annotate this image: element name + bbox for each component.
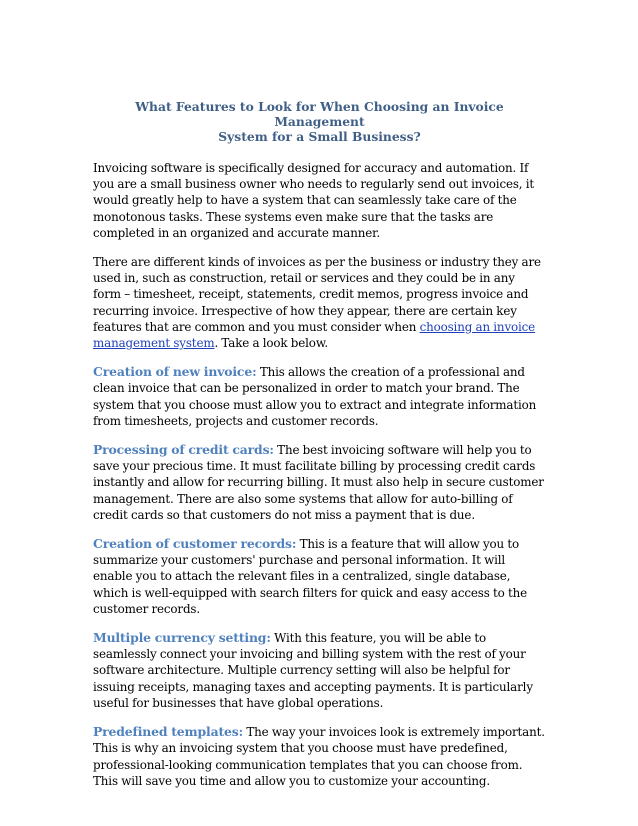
feature-paragraph [93, 630, 546, 711]
invoice-system-link[interactable]: choosing an invoice management system [93, 319, 536, 351]
feature-paragraph [93, 364, 546, 429]
feature-paragraph [93, 724, 546, 789]
types-paragraph-tail: . Take a look below. [214, 336, 329, 351]
title-line-1: What Features to Look for When Choosing an Invoice Management [135, 99, 504, 129]
feature-text: The best invoicing software will help you to save your precious time. It must facilitate billing by processing credit cards instantly and allow for recurring billing. It must also help in secure customer management. There are also some systems that allow for auto-billing of credit cards so that customers do not miss a payment that is due. [93, 443, 544, 522]
feature-text: This is a feature that will allow you to summarize your customers' purchase and personal information. It will enable you to attach the relevant files in a centralized, single database, which is well-equipped with search filters for quick and easy access to the customer records. [93, 537, 527, 616]
feature-paragraph [93, 536, 546, 617]
feature-text: The way your invoices look is extremely important. This is why an invoicing system that you choose must have predefined, professional-looking communication templates that you can choose from. This will save you time and allow you to customize your accounting. [93, 725, 545, 788]
feature-heading: Processing of credit cards: [93, 442, 274, 458]
types-paragraph-text: There are different kinds of invoices as per the business or industry they are used in, such as construction, retail or services and they could be in any form – timesheet, receipt, statements, credit memos, progress invoice and recurring invoice. Irrespective of how they appear, there are certain key features that are common and you must consider when [93, 255, 541, 334]
feature-text: This allows the creation of a professional and clean invoice that can be personalized in order to match your brand. The system that you choose must allow you to extract and integrate information from timesheets, projects and customer records. [93, 365, 537, 428]
feature-heading: Predefined templates: [93, 724, 244, 740]
types-paragraph [93, 254, 546, 351]
feature-text: With this feature, you will be able to seamlessly connect your invoicing and billing system with the rest of your software architecture. Multiple currency setting will also be helpful for issuing receipts, managing taxes and accepting payments. It is particularly useful for businesses that have global operations. [93, 631, 533, 710]
intro-paragraph: Invoicing software is specifically designed for accuracy and automation. If you are a small business owner who needs to regularly send out invoices, it would greatly help to have a system that can seamlessly take care of the monotonous tasks. These systems even make sure that the tasks are completed in an organized and accurate manner. [93, 161, 535, 240]
feature-heading: Multiple currency setting: [93, 630, 271, 646]
feature-heading: Creation of customer records: [93, 536, 297, 552]
feature-heading: Creation of new invoice: [93, 364, 257, 380]
document-title [93, 99, 546, 144]
title-line-2: System for a Small Business? [218, 129, 421, 144]
feature-paragraph [93, 442, 546, 523]
